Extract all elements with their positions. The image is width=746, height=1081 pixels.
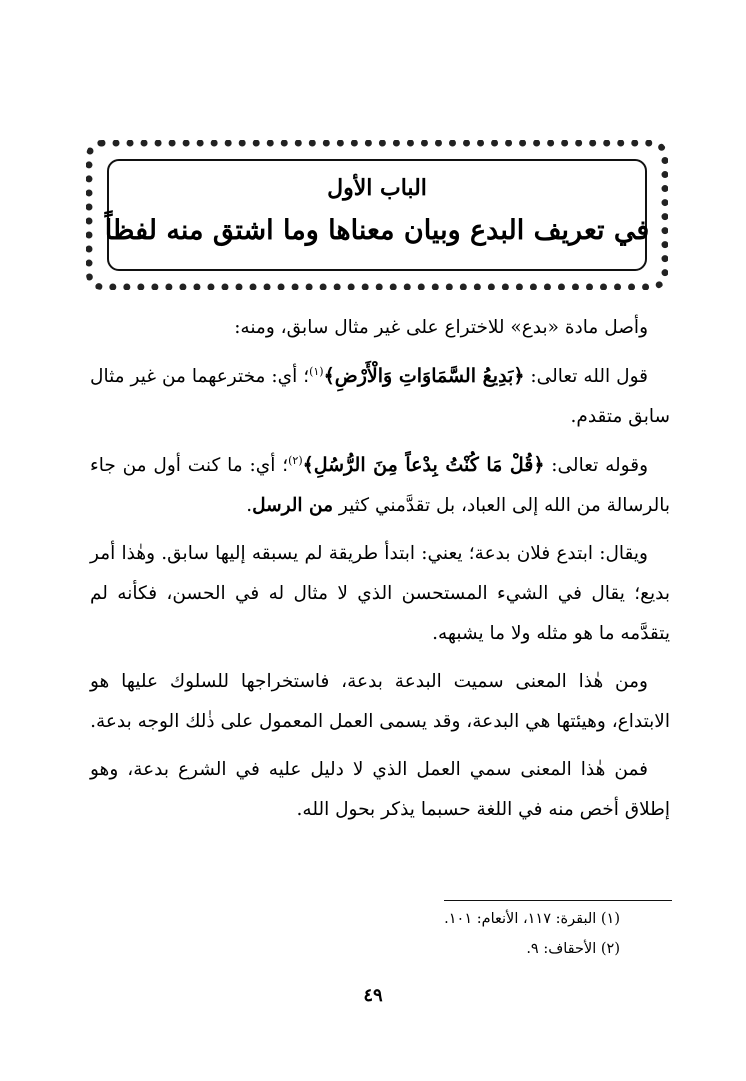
paragraph-3	[90, 445, 670, 526]
footnote-divider	[444, 900, 672, 901]
footnote-ref-2: (٢)	[288, 453, 303, 467]
footnote-2: (٢) الأحقاف: ٩.	[526, 941, 620, 957]
body-text	[90, 308, 670, 838]
footnote-1: (١) البقرة: ١١٧، الأنعام: ١٠١.	[444, 911, 620, 927]
footnotes	[300, 904, 620, 964]
paragraph-1: وأصل مادة «بدع» للاختراع على غير مثال سابق، ومنه:	[234, 317, 648, 338]
quran-verse-2: ﴿قُلْ مَا كُنْتُ بِدْعاً مِنَ الرُّسُلِ﴾	[302, 454, 545, 476]
footnote-ref-1: (١)	[309, 364, 324, 378]
paragraph-6: فمن هٰذا المعنى سمي العمل الذي لا دليل عليه في الشرع بدعة، وهو إطلاق أخص منه في اللغة حسبما يذكر بحول الله.	[90, 759, 670, 820]
chapter-title: في تعريف البدع وبيان معناها وما اشتق منه لفظاً	[104, 215, 650, 246]
paragraph-2-intro: قول الله تعالى:	[524, 366, 648, 387]
paragraph-3-intro: وقوله تعالى:	[544, 455, 648, 476]
quran-verse-1: ﴿بَدِيعُ السَّمَاوَاتِ وَالْأَرْضِ﴾	[323, 365, 525, 387]
paragraph-2-rest: ؛ أي: مخترعهما من غير مثال سابق متقدم.	[90, 366, 670, 427]
paragraph-3-end: .	[246, 495, 253, 516]
paragraph-3-bold: من الرسل	[252, 495, 334, 516]
chapter-label: الباب الأول	[327, 175, 427, 201]
paragraph-2	[90, 356, 670, 437]
chapter-header-frame	[86, 140, 668, 290]
paragraph-3-rest: ؛ أي: ما كنت أول من جاء بالرسالة من الله إلى العباد، بل تقدَّمني كثير	[90, 455, 670, 516]
paragraph-4: ويقال: ابتدع فلان بدعة؛ يعني: ابتدأ طريقة لم يسبقه إليها سابق. وهٰذا أمر بديع؛ يقال في الشيء المستحسن الذي لا مثال له في الحسن، فكأنه لم يتقدَّمه ما هو مثله ولا ما يشبهه.	[90, 543, 670, 644]
paragraph-5: ومن هٰذا المعنى سميت البدعة بدعة، فاستخراجها للسلوك عليها هو الابتداع، وهيئتها هي البدعة، وقد يسمى العمل المعمول على ذٰلك الوجه بدعة.	[90, 671, 670, 732]
page-number: ٤٩	[363, 985, 383, 1006]
